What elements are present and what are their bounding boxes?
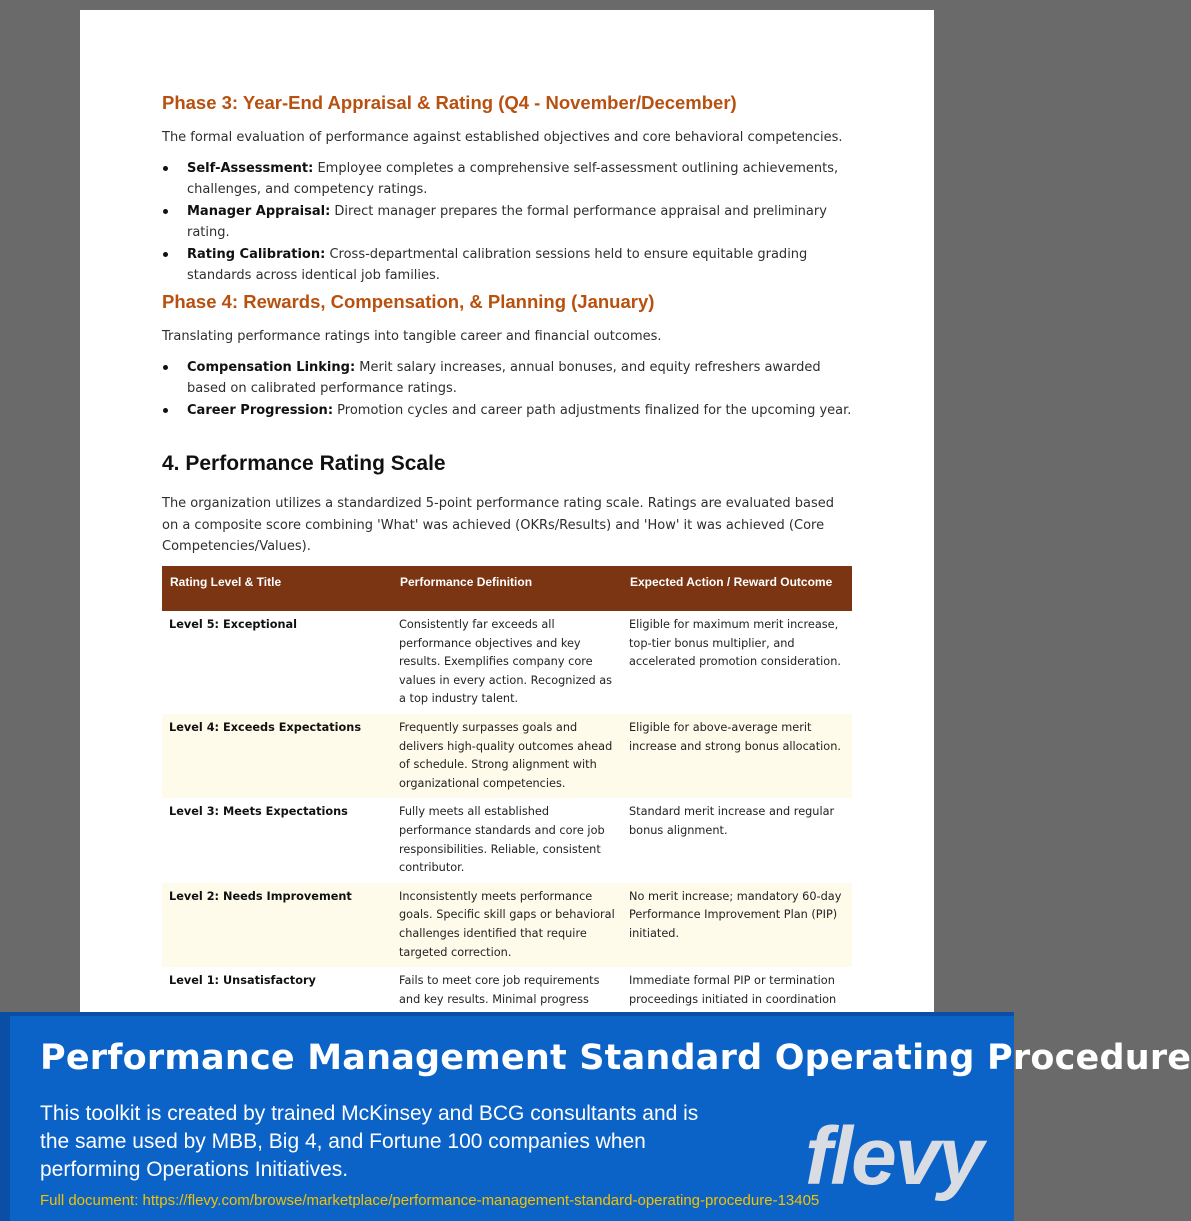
outcome-cell: Immediate formal PIP or termination proceedings initiated in coordination xyxy=(629,974,837,1006)
header-performance-definition: Performance Definition xyxy=(392,566,622,611)
banner-description: This toolkit is created by trained McKinsey and BCG consultants and is the same used by MBB, Big 4, and Fortune 100 companies when performing Operations Initiatives. xyxy=(40,1102,699,1181)
phase4-bullet-list xyxy=(162,357,852,422)
bullet-label: Manager Appraisal: xyxy=(187,204,331,219)
table-header-row xyxy=(162,566,852,611)
bullet-text: Cross-departmental calibration sessions held to ensure equitable grading standards across identical job families. xyxy=(187,247,808,283)
definition-cell: Inconsistently meets performance goals. Specific skill gaps or behavioral challenges identified that require targeted correction. xyxy=(392,883,622,967)
table-row xyxy=(162,798,852,882)
banner-title: Performance Management Standard Operating Procedure xyxy=(40,1038,1191,1078)
bullet-label: Career Progression: xyxy=(187,403,334,418)
list-item xyxy=(162,158,852,200)
bullet-label: Rating Calibration: xyxy=(187,247,326,262)
list-item xyxy=(162,244,852,286)
rating-level-cell: Level 1: Unsatisfactory xyxy=(169,974,316,988)
header-rating-level: Rating Level & Title xyxy=(162,566,392,611)
outcome-cell: Eligible for above-average merit increase and strong bonus allocation. xyxy=(622,714,852,798)
outcome-cell: Standard merit increase and regular bonus alignment. xyxy=(629,805,835,837)
table-row xyxy=(162,611,852,714)
header-expected-outcome: Expected Action / Reward Outcome xyxy=(622,566,852,611)
definition-cell: Consistently far exceeds all performance objectives and key results. Exemplifies company core values in every action. Recognized as a top industry talent. xyxy=(399,618,613,706)
bullet-text: Promotion cycles and career path adjustments finalized for the upcoming year. xyxy=(337,403,852,418)
definition-cell: Fully meets all established performance standards and core job responsibilities. Reliable, consistent contributor. xyxy=(399,805,605,875)
outcome-cell: No merit increase; mandatory 60-day Performance Improvement Plan (PIP) initiated. xyxy=(622,883,852,967)
phase3-bullet-list xyxy=(162,158,852,287)
rating-level-cell: Level 5: Exceptional xyxy=(169,618,298,631)
list-item xyxy=(162,357,852,399)
promo-banner xyxy=(0,1012,1191,1221)
bullet-text: Employee completes a comprehensive self-assessment outlining achievements, challenges, and competency ratings. xyxy=(187,161,839,197)
rating-level-cell: Level 4: Exceeds Expectations xyxy=(162,714,392,798)
section4-heading: 4. Performance Rating Scale xyxy=(162,452,446,475)
table-row xyxy=(162,883,852,967)
flevy-logo: flevy xyxy=(805,1111,982,1202)
list-item xyxy=(162,201,852,243)
section4-intro: The organization utilizes a standardized 5-point performance rating scale. Ratings are evaluated based on a composite score combining 'What' was achieved (OKRs/Results) and 'How' it was achieved (Core Competencies/Values). xyxy=(162,496,834,554)
rating-level-cell: Level 2: Needs Improvement xyxy=(162,883,392,967)
bullet-label: Compensation Linking: xyxy=(187,360,356,375)
bullet-label: Self-Assessment: xyxy=(187,161,314,176)
bullet-text: Merit salary increases, annual bonuses, and equity refreshers awarded based on calibrated performance ratings. xyxy=(187,360,821,396)
list-item xyxy=(162,400,852,421)
definition-cell: Fails to meet core job requirements and key results. Minimal progress xyxy=(399,974,600,1006)
phase3-intro: The formal evaluation of performance against established objectives and core behavioral competencies. xyxy=(162,130,843,145)
definition-cell: Frequently surpasses goals and delivers high-quality outcomes ahead of schedule. Strong alignment with organizational competencies. xyxy=(392,714,622,798)
table-row xyxy=(162,714,852,798)
full-document-link[interactable]: Full document: https://flevy.com/browse/marketplace/performance-management-standard-operating-procedure-13405 xyxy=(40,1192,820,1209)
outcome-cell: Eligible for maximum merit increase, top-tier bonus multiplier, and accelerated promotion consideration. xyxy=(629,618,841,669)
phase3-heading: Phase 3: Year-End Appraisal & Rating (Q4 - November/December) xyxy=(162,92,737,113)
document-page xyxy=(80,10,934,1020)
phase4-intro: Translating performance ratings into tangible career and financial outcomes. xyxy=(162,329,662,344)
bullet-text: Direct manager prepares the formal performance appraisal and preliminary rating. xyxy=(187,204,827,240)
rating-level-cell: Level 3: Meets Expectations xyxy=(169,805,348,819)
rating-scale-table xyxy=(162,566,852,1033)
phase4-heading: Phase 4: Rewards, Compensation, & Planning (January) xyxy=(162,291,655,312)
